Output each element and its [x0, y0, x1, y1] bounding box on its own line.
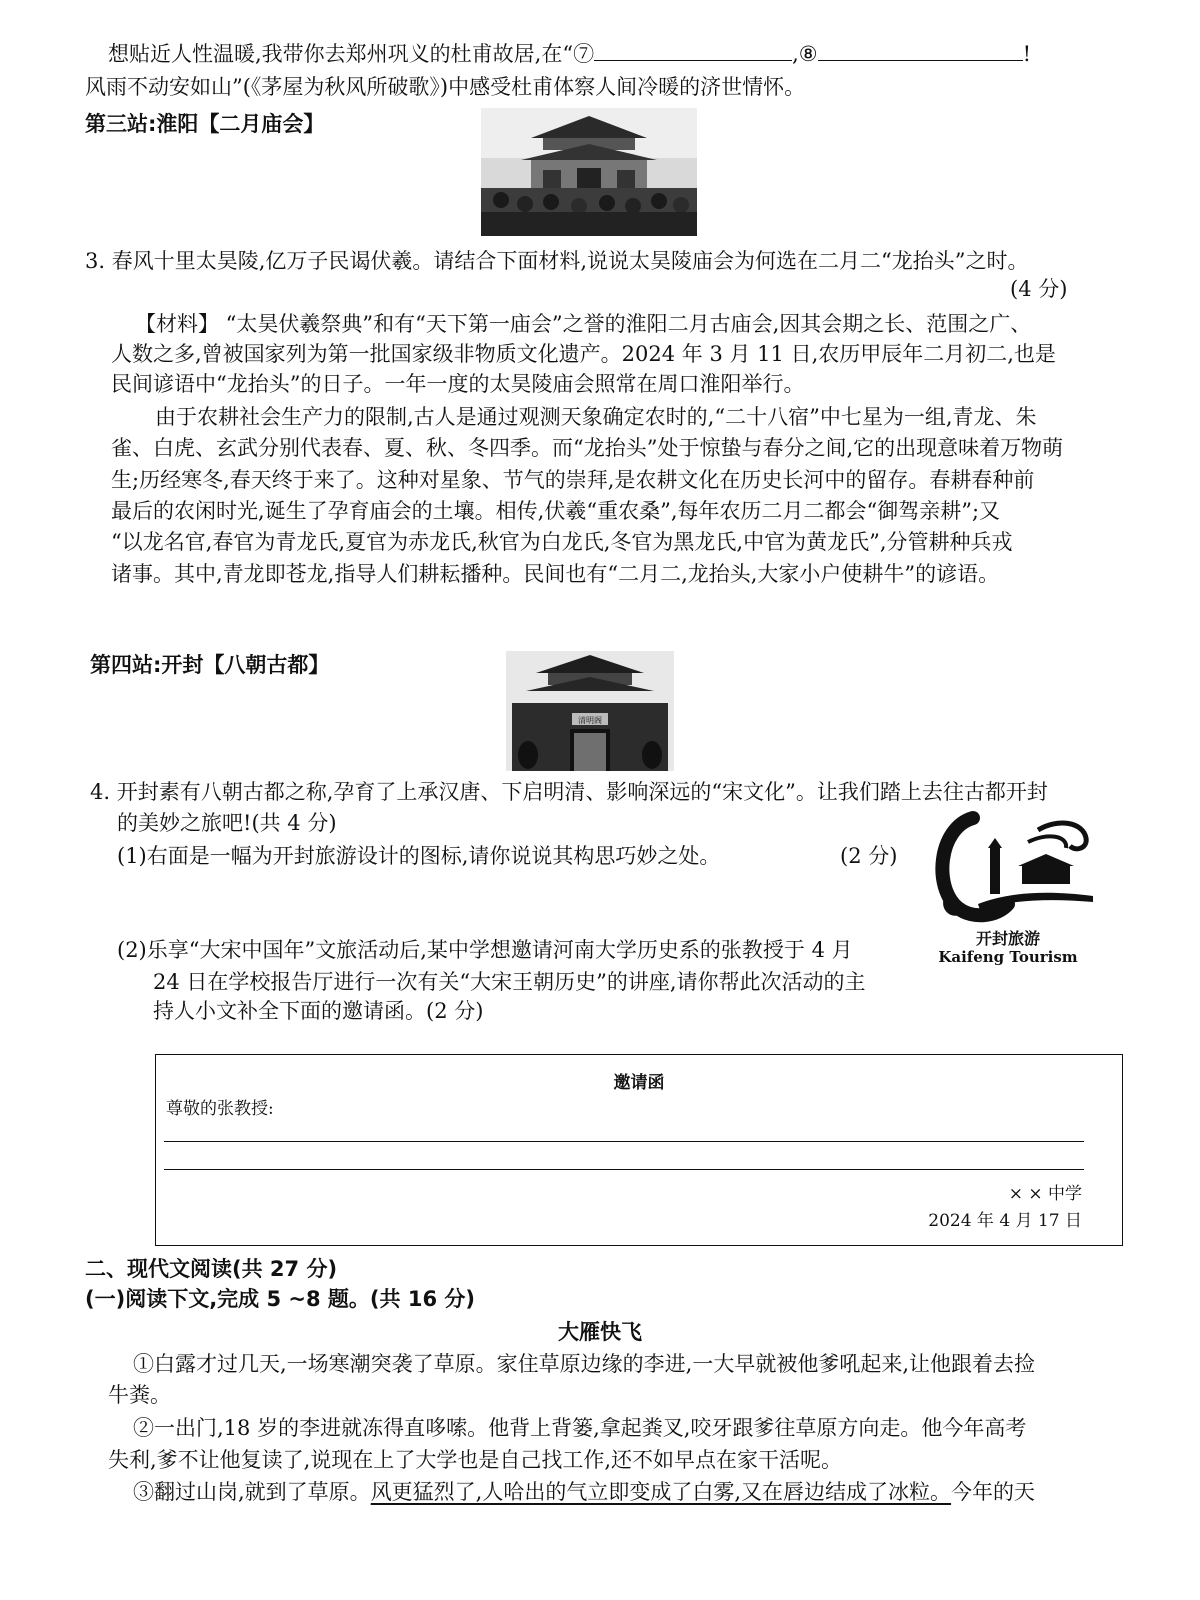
essay-paragraph-1: ①白露才过几天,一场寒潮突袭了草原。家住草原边缘的李进,一大早就被他爹吼起来,让他跟着去捡 — [133, 1352, 1036, 1376]
temple-fair-photo — [481, 108, 697, 236]
blank-separator: ,⑧ — [792, 42, 818, 66]
answer-blank-7[interactable] — [594, 40, 792, 61]
material-line: “以龙名官,春官为青龙氏,夏官为赤龙氏,秋官为白龙氏,冬官为黑龙氏,中官为黄龙氏”,分管耕种兵戎 — [111, 530, 1013, 554]
p3-text-start: ③翻过山岗,就到了草原。 — [133, 1480, 371, 1504]
material-line: 最后的农闲时光,诞生了孕育庙会的土壤。相传,伏羲“重农桑”,每年农历二月二都会“御驾亲耕”;又 — [111, 499, 1001, 523]
material-line: 人数之多,曾被国家列为第一批国家级非物质文化遗产。2024 年 3 月 11 日,农历甲辰年二月初二,也是 — [111, 342, 1056, 366]
letter-title: 邀请函 — [613, 1073, 665, 1093]
q3-score: (4 分) — [1010, 277, 1068, 301]
part2-subheading: (一)阅读下文,完成 5 ~8 题。(共 16 分) — [85, 1287, 475, 1311]
logo-emblem-icon — [918, 808, 1098, 928]
q4-sub2-line3: 持人小文补全下面的邀请函。(2 分) — [153, 999, 484, 1023]
logo-title-en: Kaifeng Tourism — [938, 948, 1078, 966]
letter-writing-line-2[interactable] — [164, 1169, 1084, 1170]
logo-title-cn: 开封旅游 — [975, 929, 1040, 948]
essay-paragraph-1-cont: 牛粪。 — [108, 1383, 171, 1407]
q4-sub1: (1)右面是一幅为开封旅游设计的图标,请你说说其构思巧妙之处。 — [117, 844, 721, 868]
poem-line-text: 想贴近人性温暖,我带你去郑州巩义的杜甫故居,在“⑦ — [108, 42, 595, 66]
q4-prompt-line2: 的美妙之旅吧!(共 4 分) — [117, 811, 337, 835]
letter-signature-school: × × 中学 — [1008, 1184, 1082, 1204]
letter-date: 2024 年 4 月 17 日 — [928, 1211, 1082, 1231]
temple-gate-illustration — [481, 108, 697, 236]
material-line: 雀、白虎、玄武分别代表春、夏、秋、冬四季。而“龙抬头”处于惊蛰与春分之间,它的出现意味着万物萌 — [111, 436, 1064, 460]
essay-paragraph-3 — [133, 1478, 1035, 1506]
letter-writing-line-1[interactable] — [164, 1141, 1084, 1142]
kaifeng-tourism-logo — [918, 808, 1098, 968]
p3-underlined-sentence: 风更猛烈了,人哈出的气立即变成了白雾,又在唇边结成了冰粒。 — [370, 1480, 952, 1504]
essay-paragraph-2-cont: 失利,爹不让他复读了,说现在上了大学也是自己找工作,还不如早点在家干活呢。 — [108, 1448, 843, 1472]
essay-title: 大雁快飞 — [558, 1320, 642, 1344]
p3-text-end: 今年的天 — [951, 1480, 1036, 1504]
gate-plaque-text: 清明阁 — [578, 716, 602, 725]
invitation-letter-box — [155, 1054, 1123, 1246]
material-line: 诸事。其中,青龙即苍龙,指导人们耕耘播种。民间也有“二月二,龙抬头,大家小户使耕牛”的谚语。 — [111, 562, 1000, 586]
q4-sub2-line2: 24 日在学校报告厅进行一次有关“大宋王朝历史”的讲座,请你帮此次活动的主 — [153, 970, 866, 994]
station4-title: 第四站:开封【八朝古都】 — [90, 653, 330, 677]
part2-heading: 二、现代文阅读(共 27 分) — [85, 1257, 338, 1281]
kaifeng-gate-photo — [506, 651, 674, 771]
station3-title: 第三站:淮阳【二月庙会】 — [85, 112, 325, 136]
material-line: 民间谚语中“龙抬头”的日子。一年一度的太昊陵庙会照常在周口淮阳举行。 — [111, 372, 805, 396]
answer-blank-8[interactable] — [818, 40, 1023, 61]
city-gate-illustration — [506, 651, 674, 771]
q3-prompt: 3. 春风十里太昊陵,亿万子民谒伏羲。请结合下面材料,说说太昊陵庙会为何选在二月二“龙抬头”之时。 — [85, 249, 1029, 273]
essay-paragraph-2: ②一出门,18 岁的李进就冻得直哆嗦。他背上背篓,拿起粪叉,咬牙跟爹往草原方向走。他今年高考 — [133, 1416, 1027, 1440]
letter-salutation: 尊敬的张教授: — [166, 1099, 274, 1119]
line-end-mark: ! — [1022, 42, 1032, 66]
material-line: 【材料】 “太昊伏羲祭典”和有“天下第一庙会”之誉的淮阳二月古庙会,因其会期之长、范围之广、 — [135, 312, 1032, 336]
poem-fill-line — [108, 40, 1031, 68]
q4-sub1-score: (2 分) — [840, 844, 898, 868]
q4-prompt-line1: 4. 开封素有八朝古都之称,孕育了上承汉唐、下启明清、影响深远的“宋文化”。让我们踏上去往古都开封 — [90, 780, 1048, 804]
material-line: 生;历经寒冬,春天终于来了。这种对星象、节气的崇拜,是农耕文化在历史长河中的留存。春耕春种前 — [111, 468, 1035, 492]
material-line: 由于农耕社会生产力的限制,古人是通过观测天象确定农时的,“二十八宿”中七星为一组,青龙、朱 — [155, 405, 1037, 429]
poem-line-2: 风雨不动安如山”(《茅屋为秋风所破歌》)中感受杜甫体察人间冷暖的济世情怀。 — [85, 75, 806, 99]
q4-sub2-line1: (2)乐享“大宋中国年”文旅活动后,某中学想邀请河南大学历史系的张教授于 4 月 — [117, 938, 853, 962]
